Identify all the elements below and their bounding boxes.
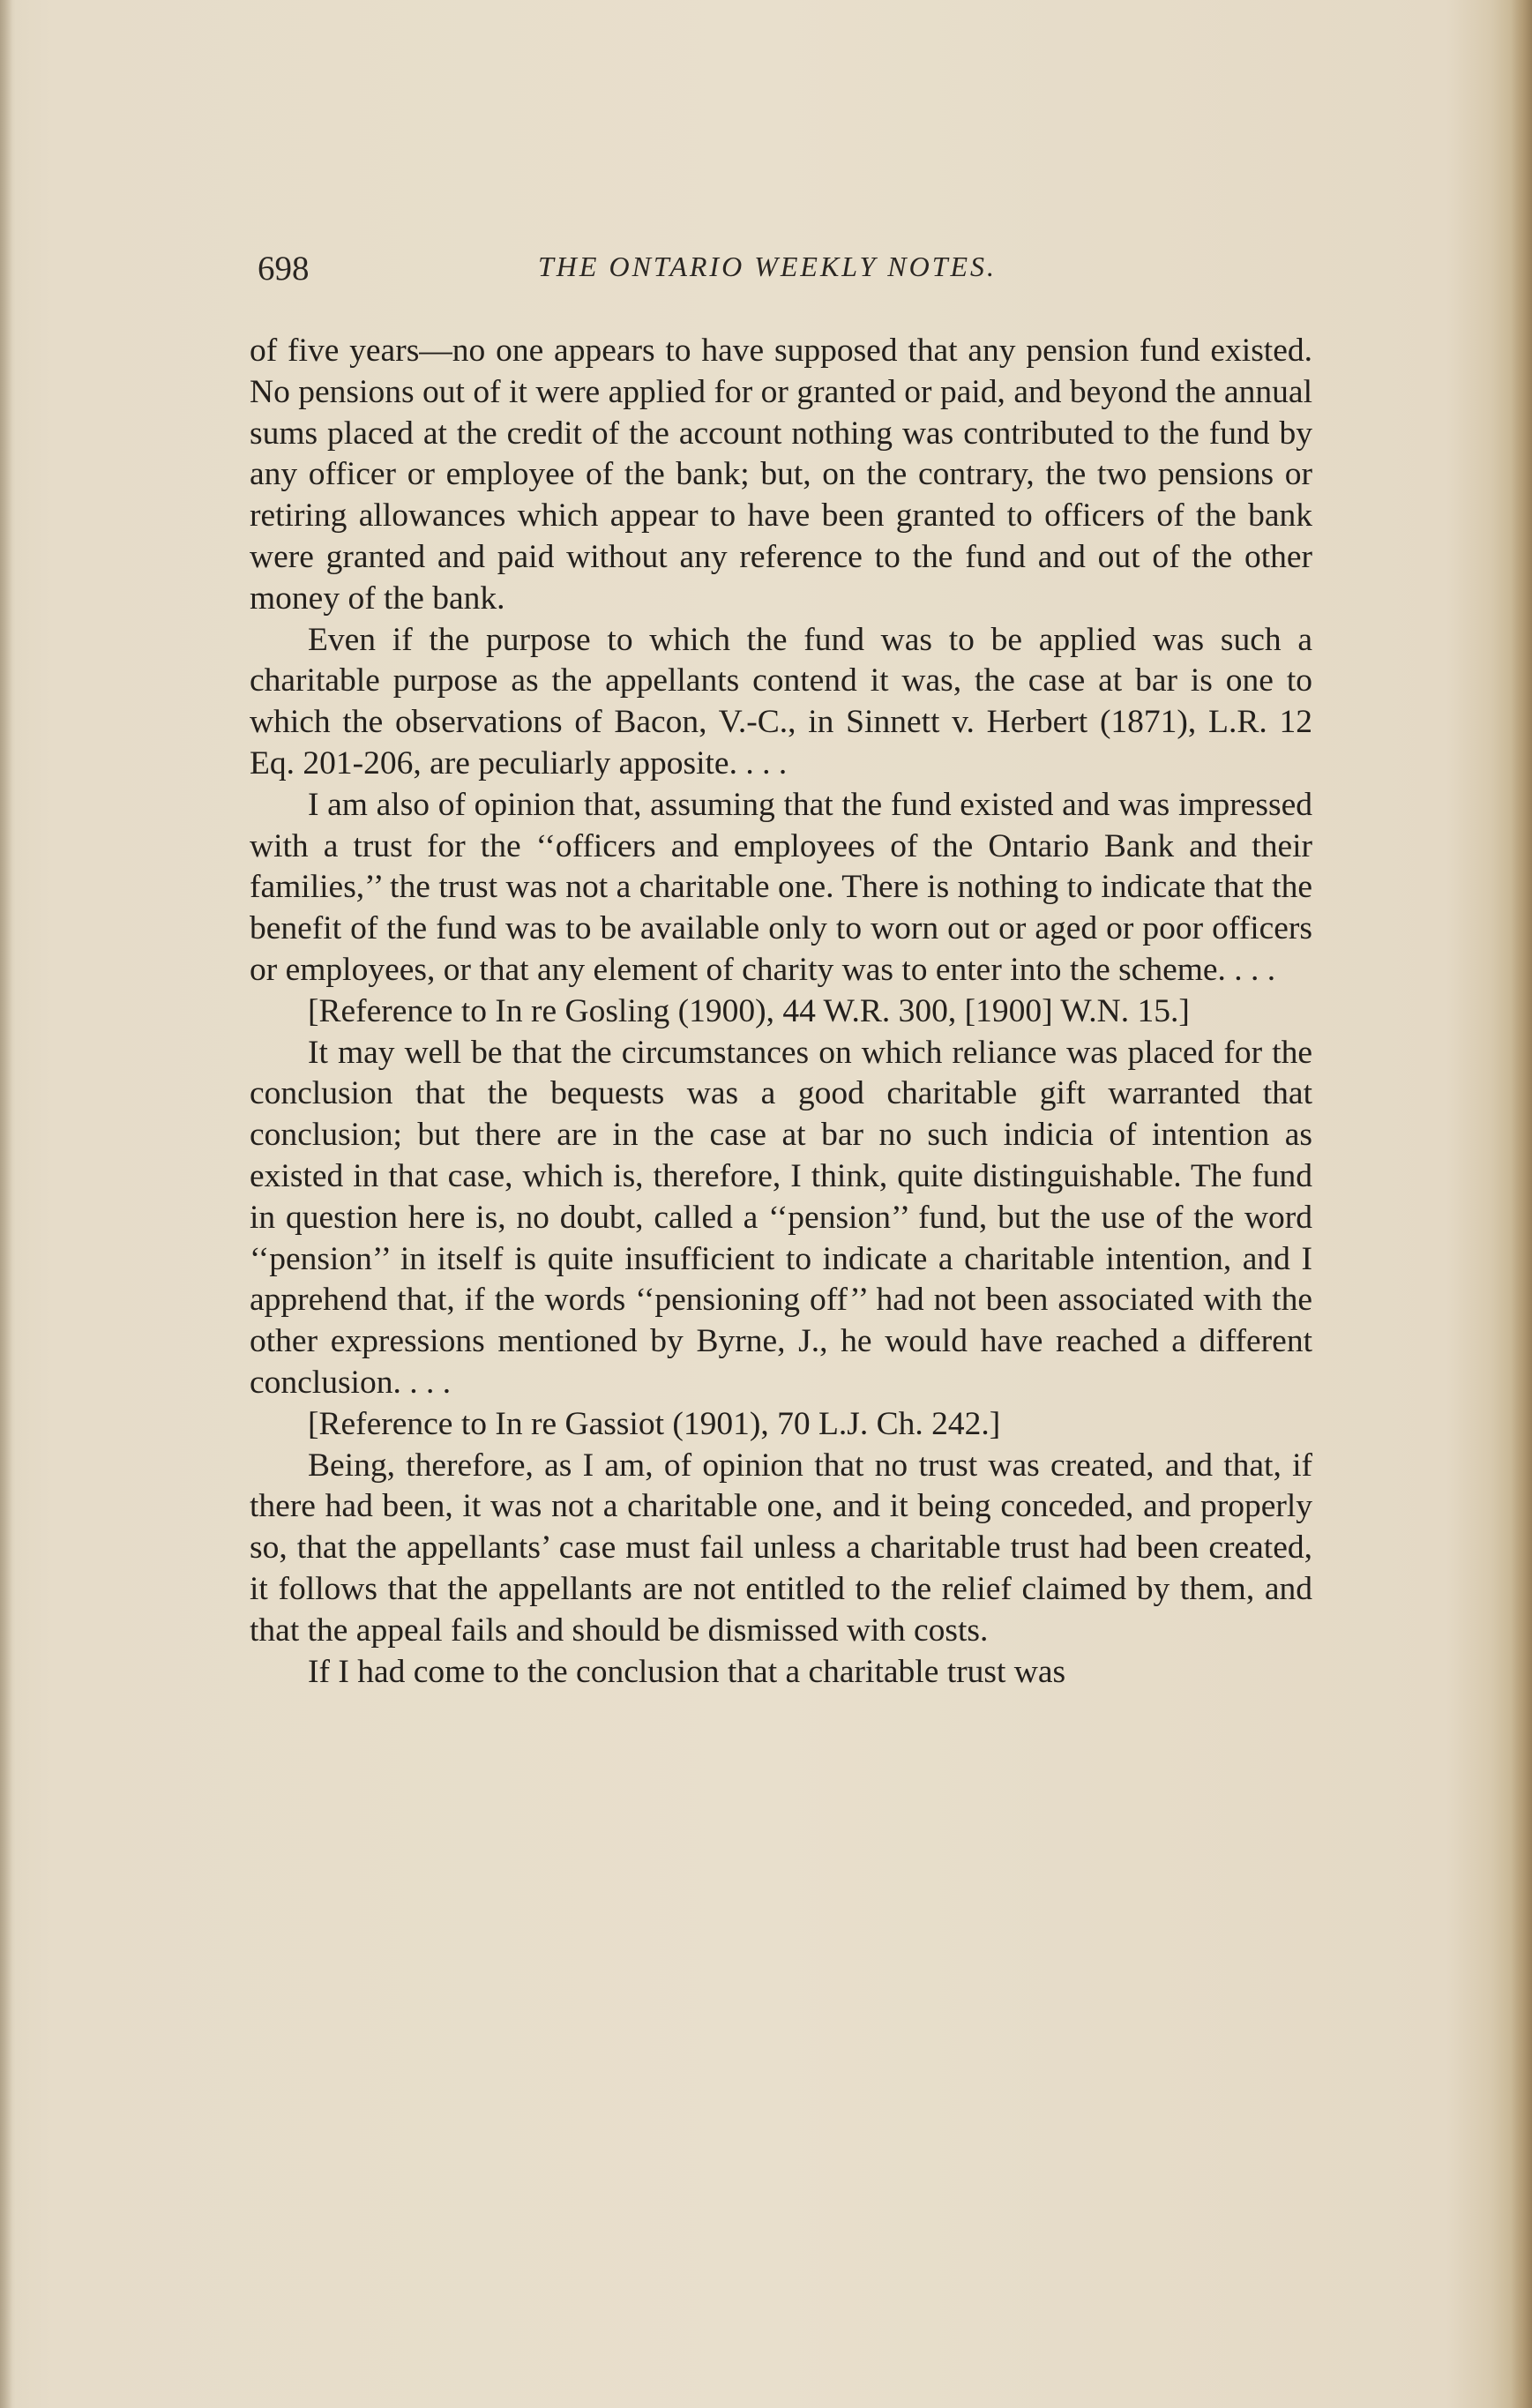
page-edge-shadow: [1511, 0, 1532, 2408]
reference-note: [Reference to In re Gassiot (1901), 70 L.J. Ch. 242.]: [308, 1405, 1001, 1442]
running-head: THE ONTARIO WEEKLY NOTES.: [538, 251, 998, 282]
paragraph: I am also of opinion that, assuming that the fund existed and was impressed with a trust for the ‘‘officers and employees of the Ontario Bank and their families,’’ the trust was not a charitable one. There is nothing to indicate that the benefit of the fund was to be available only to worn out or aged or poor officers or employees, or that any element of charity was to enter into the scheme. . . .: [250, 786, 1312, 988]
body-text: [250, 331, 1312, 1693]
paragraph: It may well be that the circumstances on which reliance was placed for the conclusion that the bequests was a good charitable gift warranted that conclusion; but there are in the case at bar no such indicia of intention as existed in that case, which is, therefore, I think, quite distinguishable. The fund in question here is, no doubt, called a ‘‘pension’’ fund, but the use of the word ‘‘pension’’ in itself is quite insufficient to indicate a charitable intention, and I apprehend that, if the words ‘‘pensioning off’’ had not been associated with the other expressions mentioned by Byrne, J., he would have reached a different conclusion. . . .: [250, 1034, 1312, 1401]
paragraph-continuation: of five years—no one appears to have supposed that any pension fund existed. No pensions out of it were applied for or granted or paid, and beyond the annual sums placed at the credit of the account nothing was contributed to the fund by any officer or employee of the bank; but, on the contrary, the two pensions or retiring allowances which appear to have been granted to officers of the bank were granted and paid without any reference to the fund and out of the other money of the bank.: [250, 333, 1312, 617]
paragraph: Being, therefore, as I am, of opinion that no trust was created, and that, if there had been, it was not a charitable one, and it being conceded, and properly so, that the appellants’ case must fail unless a charitable trust had been created, it follows that the appellants are not entitled to the relief claimed by them, and that the appeal fails and should be dismissed with costs.: [250, 1447, 1312, 1649]
paragraph: Even if the purpose to which the fund was to be applied was such a charitable purpose as the appellants contend it was, the case at bar is one to which the observations of Bacon, V.-C., in Sinnett v. Herbert (1871), L.R. 12 Eq. 201-206, are peculiarly apposite. . . .: [250, 621, 1312, 781]
page-number: 698: [258, 250, 310, 288]
reference-note: [Reference to In re Gosling (1900), 44 W.R. 300, [1900] W.N. 15.]: [308, 992, 1190, 1029]
paragraph: If I had come to the conclusion that a charitable trust was: [308, 1653, 1066, 1690]
page-header: [247, 249, 1305, 302]
page-left-edge: [0, 0, 12, 2408]
